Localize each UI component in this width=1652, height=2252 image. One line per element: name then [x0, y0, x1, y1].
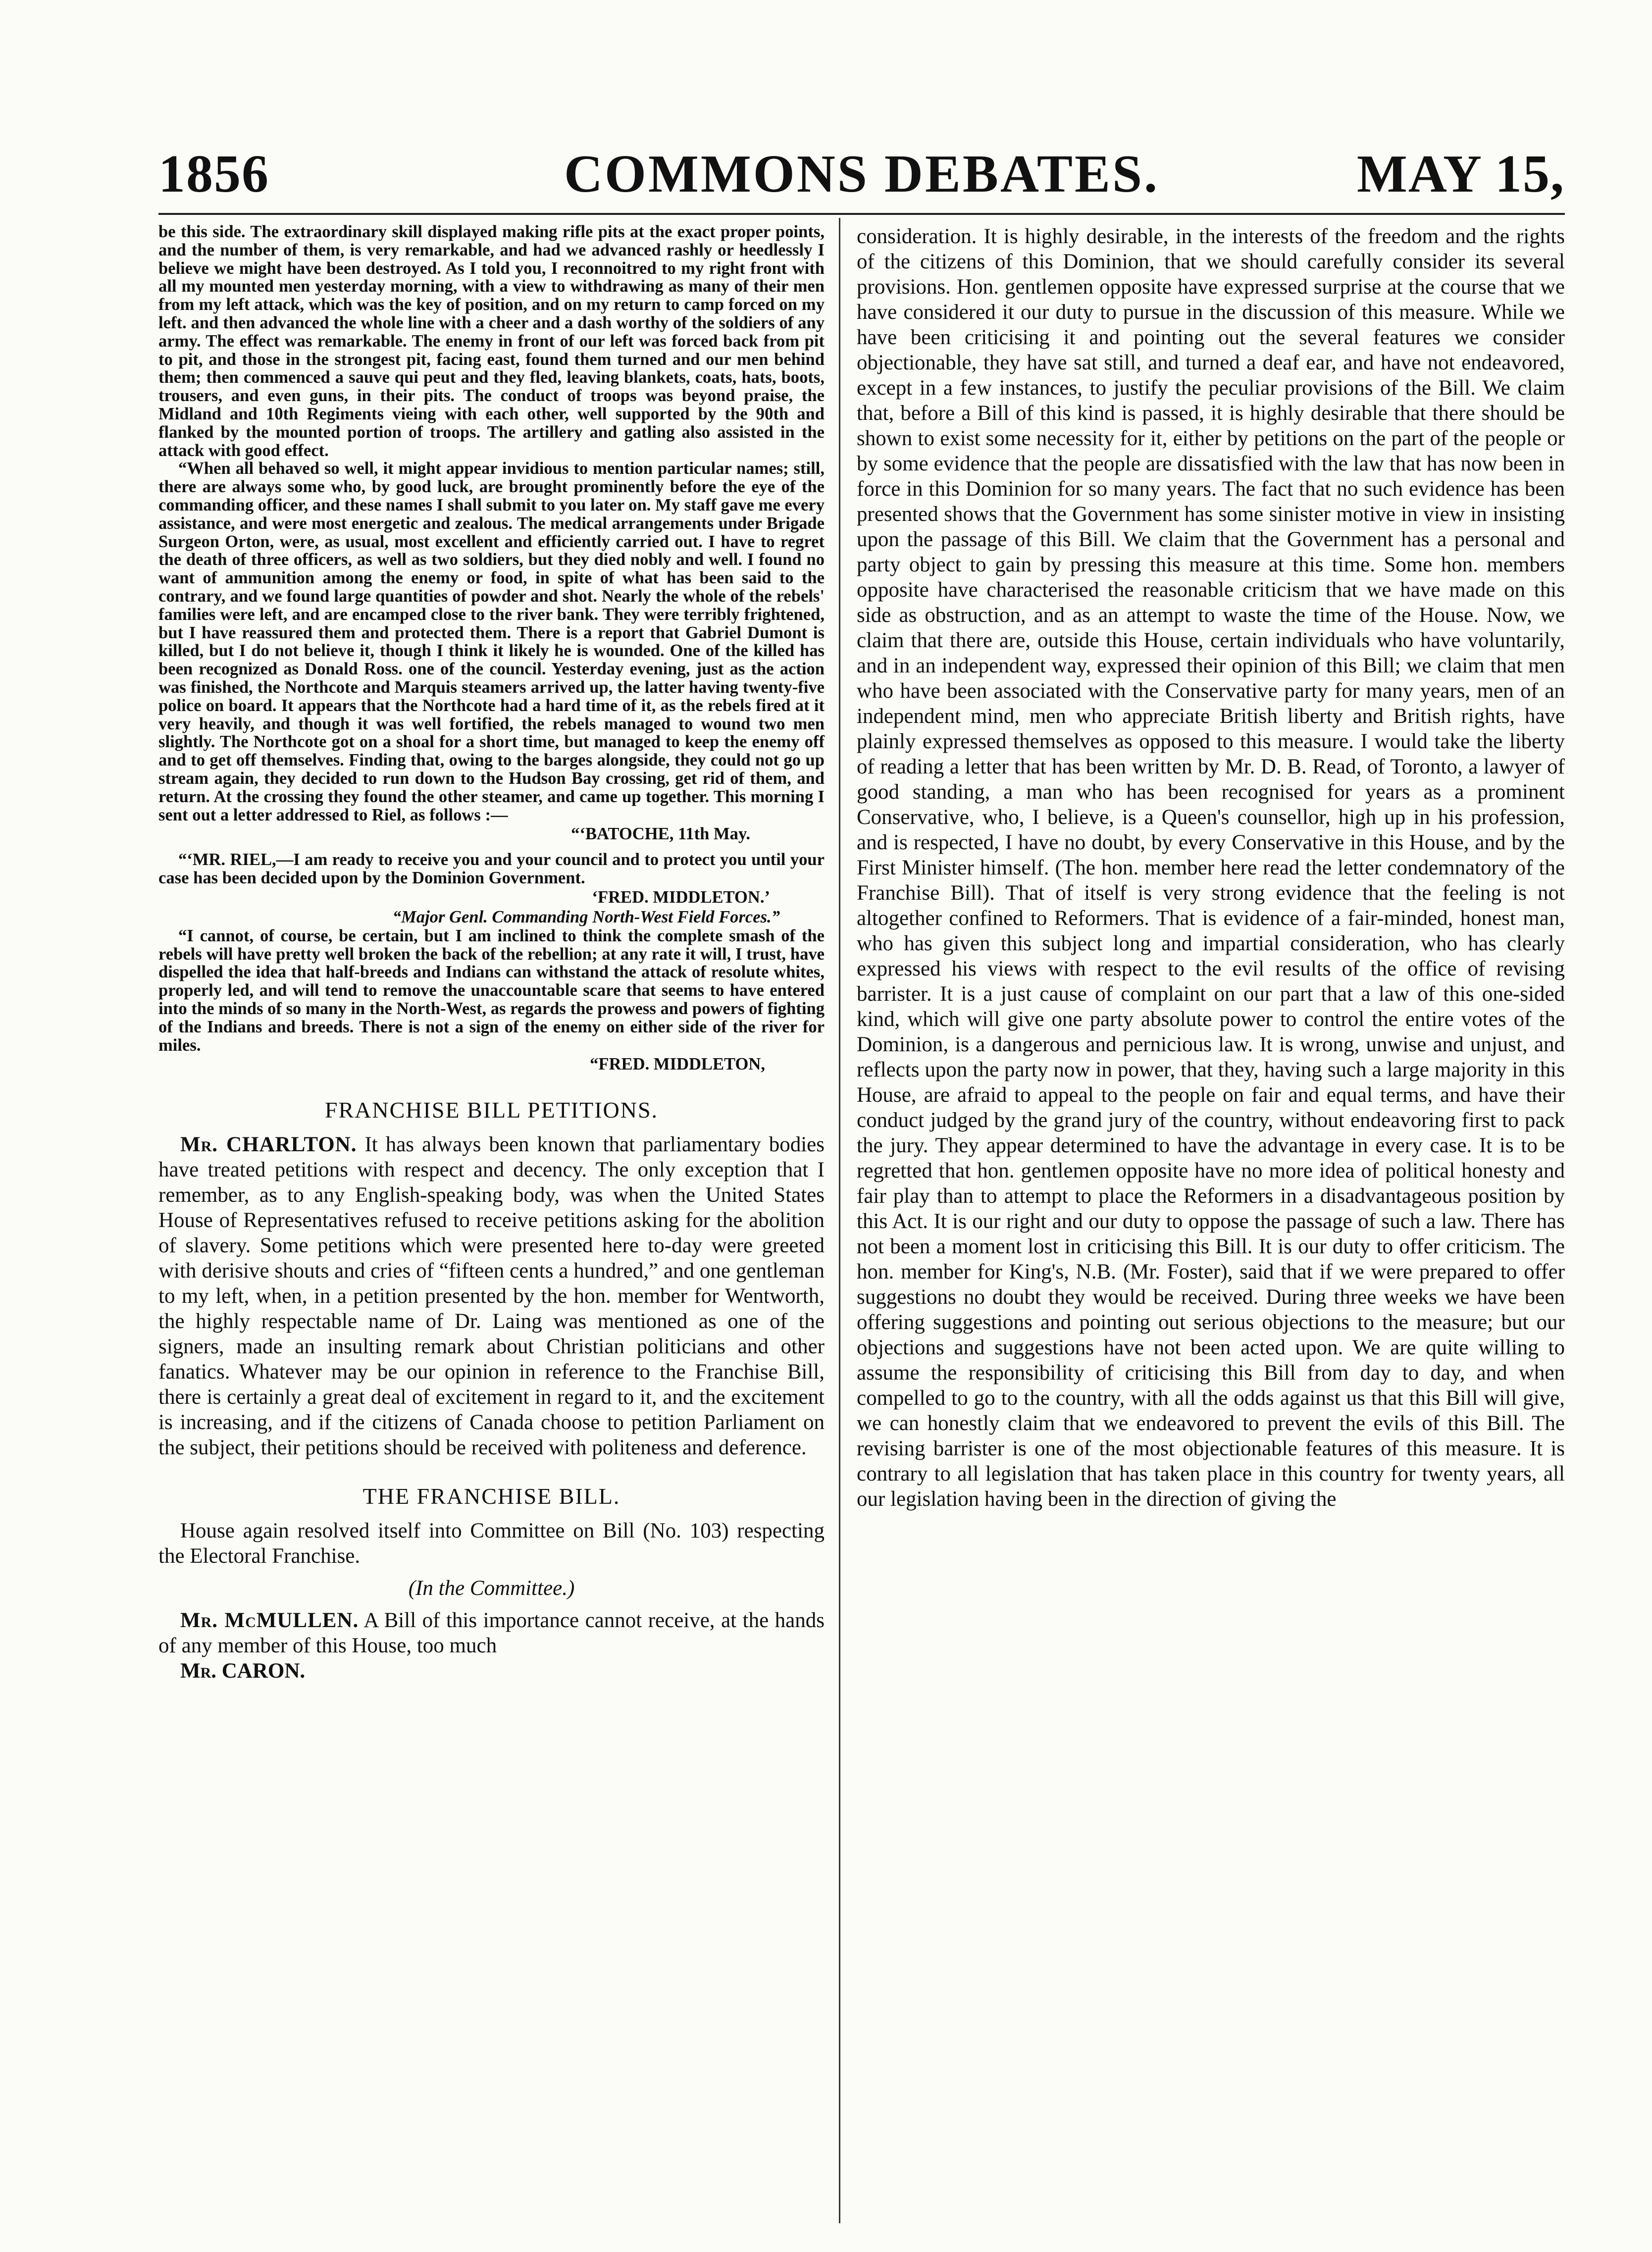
- letter-signature: ‘FRED. MIDDLETON.’: [592, 887, 770, 907]
- procedural-note: House again resolved itself into Committee on Bill (No. 103) respecting the Electoral Franchise.: [158, 1519, 825, 1568]
- closing-paragraph: “I cannot, of course, be certain, but I am inclined to think the complete smash of the rebels will have pretty well broken the back of the rebellion; at any rate it will, I trust, have dispelled the idea that half-breeds and Indians can withstand the attack of resolute whites, properly led, and will tend to remove the unaccountable scare that seems to have entered into the minds of so many in the North-West, as regards the prowess and powers of fighting of the Indians and breeds. There is not a sign of the enemy on either side of the river for miles.: [158, 926, 825, 1055]
- section-heading: THE FRANCHISE BILL.: [362, 1484, 620, 1509]
- letter-dateline: “‘BATOCHE, 11th May.: [571, 824, 750, 844]
- speech-continuation: consideration. It is highly desirable, in the interests of the freedom and the rights of the citizens of this Dominion, that we should carefully consider its several provisions. Hon. gentlemen opposite have expressed surprise at the course that we have considered it our duty to pursue in the discussion of this measure. While we have been criticising it and pointing out the several features we consider objectionable, they have sat still, and turned a deaf ear, and have not endeavored, except in a few instances, to justify the peculiar provisions of the Bill. We claim that, before a Bill of this kind is passed, it is highly desirable that there should be shown to exist some necessity for it, either by petitions on the part of the people or by some evidence that the people are dissatisfied with the law that has now been in force in this Dominion for so many years. The fact that no such evidence has been presented shows that the Government has some sinister motive in view in insisting upon the passage of this Bill. We claim that the Government has a personal and party object to gain by pressing this measure at this time. Some hon. members opposite have characterised the reasonable criticism that we have made on this side as obstruction, and as an attempt to waste the time of the House. Now, we claim that there are, outside this House, certain individuals who have voluntarily, and in an independent way, expressed their opinion of this Bill; we claim that men who have been associated with the Conservative party for many years, men of an independent mind, men who appreciate British liberty and British rights, have plainly expressed themselves as opposed to this measure. I would take the liberty of reading a letter that has been written by Mr. D. B. Read, of Toronto, a lawyer of good standing, a man who has been recognised for years as a prominent Conservative, who, I believe, is a Queen's counsellor, high up in his profession, and is respected, I have no doubt, by every Conservative in this House, and by the First Minister himself. (The hon. member here read the letter condemnatory of the Franchise Bill). That of itself is very strong evidence that the feeling is not altogether confined to Reformers. That is evidence of a fair-minded, honest man, who has given this subject long and impartial consideration, who has clearly expressed his views with respect to the evil results of the office of revising barrister. It is a just cause of complaint on our part that a law of this one-sided kind, which will give one party absolute power to control the entire votes of the Dominion, is a dangerous and pernicious law. It is wrong, unwise and unjust, and reflects upon the party now in power, that they, having such a large majority in this House, are afraid to appeal to the people on fair and equal terms, and have their conduct judged by the grand jury of the country, without endeavoring first to pack the jury. They appear determined to have the advantage in every case. It is to be regretted that hon. gentlemen opposite have no more idea of political honesty and fair play than to attempt to place the Reformers in a disadvantageous position by this Act. It is our right and our duty to oppose the passage of such a law. There has not been a moment lost in criticising this Bill. It is our duty to offer criticism. The hon. member for King's, N.B. (Mr. Foster), said that if we were prepared to offer suggestions no doubt they would be received. During three weeks we have been offering suggestions and pointing out serious objections to the measure; but our objections and suggestions have not been acted upon. We are quite willing to assume the responsibility of criticising this Bill from day to day, and when compelled to go to the country, with all the odds against us that this Bill will give, we can honestly claim that we endeavored to prevent the evils of this Bill. The revising barrister is one of the most objectionable features of this measure. It is contrary to all legislation that has taken place in this country for twenty years, all our legislation having been in the direction of giving the: [857, 225, 1565, 1511]
- header-rule: [158, 213, 1565, 215]
- charlton-speech: [158, 1132, 825, 1460]
- letter-body: “‘MR. RIEL,—I am ready to receive you and your council and to protect you until your case has been decided upon by the Dominion Government.: [158, 850, 825, 888]
- report-paragraph: “When all behaved so well, it might appear invidious to mention particular names; still, there are always some who, by good luck, are brought prominently before the eye of the commanding officer, and these names I shall submit to you later on. My staff gave me every assistance, and were most energetic and zealous. The medical arrangements under Brigade Surgeon Orton, were, as usual, most excellent and efficiently carried out. I have to regret the death of three officers, as well as two soldiers, but they died nobly and well. I found no want of ammunition among the enemy or food, in spite of what has been said to the contrary, and we found large quantities of powder and shot. Nearly the whole of the rebels' families were left, and are encamped close to the river bank. They were terribly frightened, but I have reassured them and protected them. There is a report that Gabriel Dumont is killed, but I do not believe it, though I think it likely he is wounded. One of the killed has been recognized as Donald Ross. one of the council. Yesterday evening, just as the action was finished, the Northcote and Marquis steamers arrived up, the latter having twenty-five police on board. It appears that the Northcote had a hard time of it, as the rebels fired at it very heavily, and though it was well fortified, the rebels managed to wound two men slightly. The Northcote got on a shoal for a short time, but managed to keep the enemy off and to get off themselves. Finding that, owing to the barges alongside, they could not go up stream again, they decided to run down to the Hudson Bay crossing, get rid of them, and return. At the crossing they found the other steamer, and came up together. This morning I sent out a letter addressed to Riel, as follows :—: [158, 459, 825, 824]
- section-heading: FRANCHISE BILL PETITIONS.: [324, 1097, 659, 1123]
- page-number: 1856: [158, 145, 269, 204]
- right-column: [857, 224, 1565, 1512]
- letter-title: “Major Genl. Commanding North-West Field Forces.”: [392, 907, 780, 926]
- committee-section: [158, 1518, 825, 1684]
- footnote: Mr. CARON.: [180, 1659, 306, 1683]
- dispatch-report: [158, 223, 825, 1074]
- page-header: [158, 144, 1565, 203]
- speech-text: A Bill of this importance cannot receive, at the hands of any member of this House, too much: [158, 1609, 825, 1658]
- report-paragraph: be this side. The extraordinary skill displayed making rifle pits at the exact proper points, and the number of them, is very remarkable, and had we advanced rashly or heedlessly I believe we might have been destroyed. As I told you, I reconnoitred to my right front with all my mounted men yesterday morning, with a view to withdrawing as many of their men from my left attack, which was the key of position, and on my return to camp forced on my left. and then advanced the whole line with a cheer and a dash worthy of the soldiers of any army. The effect was remarkable. The enemy in front of our left was forced back from pit to pit, and those in the strongest pit, facing east, found them turned and our men behind them; then commenced a sauve qui peut and they fled, leaving blankets, coats, hats, boots, trousers, and even guns, in their pits. The conduct of troops was beyond praise, the Midland and 10th Regiments vieing with each other, well supported by the 90th and flanked by the mounted portion of troops. The artillery and gatling also assisted in the attack with good effect.: [158, 222, 825, 460]
- speaker-name: Mr. CHARLTON.: [180, 1133, 357, 1157]
- publication-title: COMMONS DEBATES.: [564, 145, 1160, 204]
- closing-signature: “FRED. MIDDLETON,: [590, 1055, 765, 1074]
- speaker-name: Mr. McMULLEN.: [180, 1609, 359, 1633]
- column-divider: [839, 218, 840, 2223]
- left-column: [158, 223, 825, 1684]
- page-date: MAY 15,: [1356, 145, 1565, 204]
- speech-text: It has always been known that parliamentary bodies have treated petitions with respect and decency. The only exception that I remember, as to any English-speaking body, was when the United States House of Representatives refused to receive petitions asking for the abolition of slavery. Some petitions which were presented here to-day were greeted with derisive shouts and cries of “fifteen cents a hundred,” and one gentleman to my left, when, in a petition presented by the hon. member for Wentworth, the highly respectable name of Dr. Laing was mentioned as one of the signers, made an insulting remark about Christian politicians and other fanatics. Whatever may be our opinion in reference to the Franchise Bill, there is certainly a great deal of excitement in regard to it, and the excitement is increasing, and if the citizens of Canada choose to petition Parliament on the subject, their petitions should be received with politeness and deference.: [158, 1133, 825, 1460]
- committee-note: (In the Committee.): [408, 1577, 575, 1600]
